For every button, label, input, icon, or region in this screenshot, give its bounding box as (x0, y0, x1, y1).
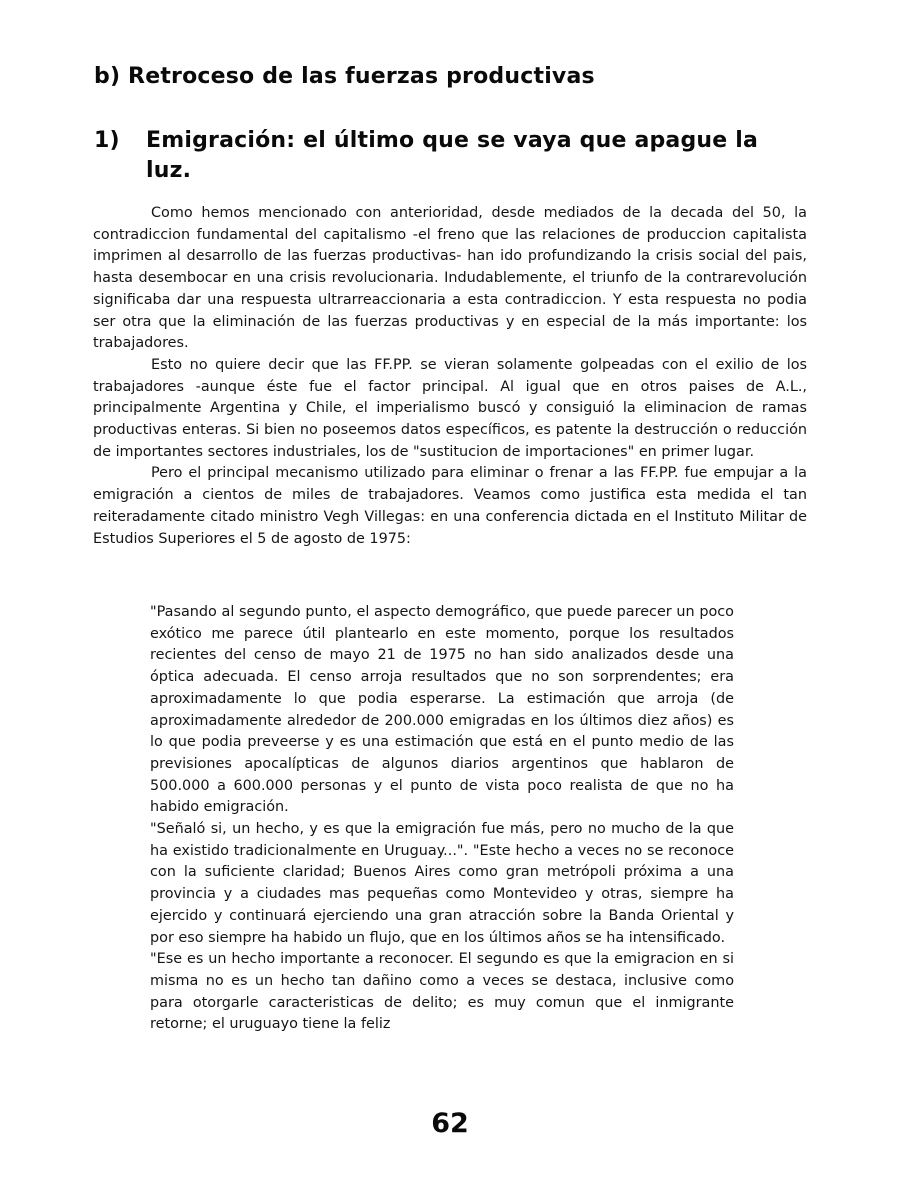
quote-paragraph: "Señaló si, un hecho, y es que la emigración fue más, pero no mucho de la que ha existido tradicionalmente en Uruguay...". "Este hecho a veces no se reconoce con la suficiente claridad; Buenos Aires como gran metrópoli próxima a una provincia y a ciudades mas pequeñas como Montevideo y otras, siempre ha ejercido y continuará ejerciendo una gran atracción sobre la Banda Oriental y por eso siempre ha habido un flujo, que en los últimos años se ha intensificado. (150, 821, 734, 946)
paragraph: Pero el principal mecanismo utilizado para eliminar o frenar a las FF.PP. fue empujar a la emigración a cientos de miles de trabajadores. Veamos como justifica esta medida el tan reiteradamente citado ministro Vegh Villegas: en una conferencia dictada en el Instituto Militar de Estudios Superiores el 5 de agosto de 1975: (93, 465, 807, 547)
paragraph: Esto no quiere decir que las FF.PP. se vieran solamente golpeadas con el exilio de los trabajadores -aunque éste fue el factor principal. Al igual que en otros paises de A.L., principalmente Argentina y Chile, el imperialismo buscó y consiguió la eliminacion de ramas productivas enteras. Si bien no poseemos datos específicos, es patente la destrucción o reducción de importantes sectores industriales, los de "sustitucion de importaciones" en primer lugar. (93, 356, 807, 460)
subsection-title-line1: Emigración: el último que se vaya que apague la (146, 128, 759, 153)
main-text (93, 203, 807, 550)
quote-paragraph: "Ese es un hecho importante a reconocer. El segundo es que la emigracion en si misma no es un hecho tan dañino como a veces se destaca, inclusive como para otorgarle caracteristicas de delito; es muy comun que el inmigrante retorne; el uruguayo tiene la feliz (150, 951, 734, 1033)
subsection-title-line2: luz. (146, 158, 192, 183)
quote-paragraph: "Pasando al segundo punto, el aspecto demográfico, que puede parecer un poco exótico me parece útil plantearlo en este momento, porque los resultados recientes del censo de mayo 21 de 1975 no han sido analizados desde una óptica adecuada. El censo arroja resultados que no son sorprendentes; era aproximadamente lo que podia esperarse. La estimación que arroja (de aproximadamente alrededor de 200.000 emigradas en los últimos diez años) es lo que podia preveerse y es una estimación que está en el punto medio de las previsiones apocalípticas de algunos diarios argentinos que hablaron de 500.000 a 600.000 personas y el punto de vista poco realista de que no ha habido emigración. (150, 604, 734, 816)
paragraph: Como hemos mencionado con anterioridad, desde mediados de la decada del 50, la contradiccion fundamental del capitalismo -el freno que las relaciones de produccion capitalista imprimen al desarrollo de las fuerzas productivas- han ido profundizando la crisis social del pais, hasta desembocar en una crisis revolucionaria. Indudablemente, el triunfo de la contrarevolución significaba dar una respuesta ultrarreaccionaria a esta contradiccion. Y esta respuesta no podia ser otra que la eliminación de las fuerzas productivas y en especial de la más importante: los trabajadores. (93, 205, 807, 352)
block-quote (150, 602, 734, 1036)
page-number: 62 (431, 1108, 469, 1139)
subsection-heading (94, 126, 824, 186)
section-heading: b) Retroceso de las fuerzas productivas (94, 64, 595, 89)
subsection-number: 1) (94, 128, 120, 153)
